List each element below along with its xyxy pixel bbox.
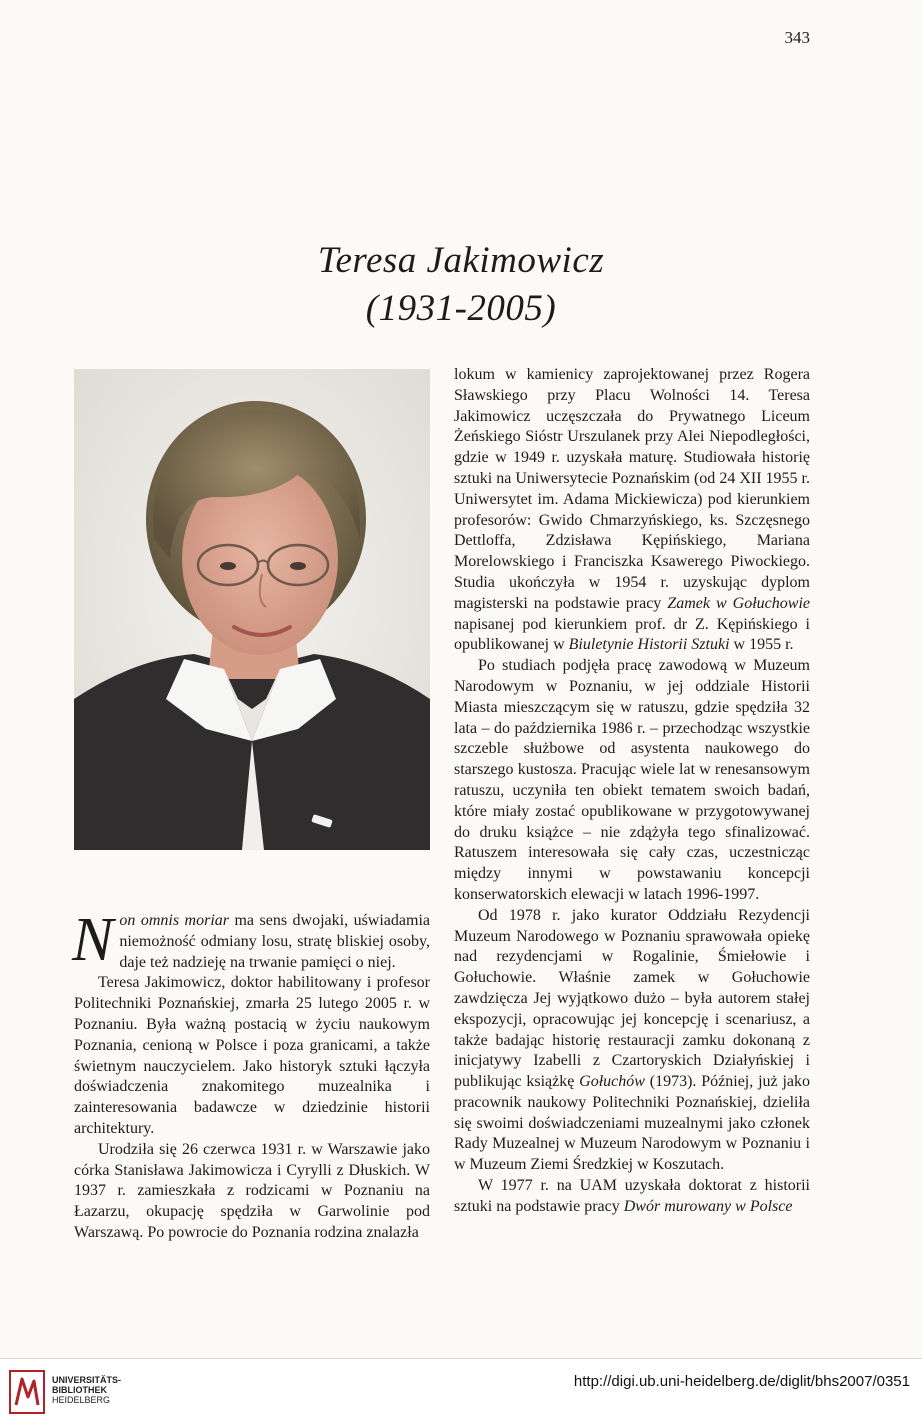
footer-bar	[0, 1358, 922, 1425]
education-text-a: lokum w kamienicy zaprojektowanej przez Rogera Sławskiego przy Placu Wolności 14. Teresa Jakimowicz uczęszczała do Prywatnego Liceum Żeńskiego Sióstr Urszulanek przy Alei Niepodległości, gdzie w 1949 r. uzyskała maturę. Studiowała historię sztuki na Uniwersytecie Poznańskim (od 24 XII 1955 r. Uniwersytet im. Adama Mickiewicza) pod kierunkiem profesorów: Gwido Chmarzyńskiego, ks. Szczęsnego Dettloffa, Zdzisława Kępińskiego, Mariana Morelowskiego i Franciszka Ksawerego Piwockiego. Studia ukończyła w 1954 r. uzyskując dyplom magisterski na podstawie pracy	[454, 366, 810, 612]
residences-text-b: (1973). Później, już jako pracownik naukowy Politechniki Poznańskiej, dzieliła się swoimi doświadczeniami muzealnymi jako członek Rady Muzealnej w Muzeum Narodowym w Poznaniu i w Muzeum Ziemi Średzkiej w Koszutach.	[454, 1073, 810, 1174]
opening-rest: ma sens dwojaki, uświadamia niemożność odmiany losu, stratę bliskiej osoby, daje też nadzieję na trwanie pamięci o niej.	[119, 912, 430, 971]
thesis-title: Zamek w Gołuchowie	[667, 594, 810, 612]
drop-cap: N	[72, 906, 114, 974]
source-url-link[interactable]: http://digi.ub.uni-heidelberg.de/diglit/bhs2007/0351	[573, 1373, 910, 1390]
right-column	[454, 365, 810, 1218]
library-name	[52, 1375, 121, 1405]
opening-latin-phrase: on omnis moriar	[119, 912, 229, 929]
portrait-illustration	[74, 369, 430, 850]
doctorate-text: W 1977 r. na UAM uzyskała doktorat z historii sztuki na podstawie pracy	[454, 1177, 810, 1215]
paragraph-museum-career: Po studiach podjęła pracę zawodową w Muzeum Narodowym w Poznaniu, w jej oddziale Historii Miasta mieszczącym się w ratuszu, gdzie spędziła 32 lata – do października 1986 r. – przechodząc wszystkie szczeble służbowe od asystenta naukowego do starszego kustosza. Pracując wiele lat w renesansowym ratuszu, uczyniła ten obiekt tematem swoich badań, które miały zostać opublikowane w przygotowywanej do druku książce – nie zdążyła tego sfinalizować. Ratuszem interesowała się cały czas, uczestnicząc między innymi w powstawaniu koncepcji konserwatorskich elewacji w latach 1996-1997.	[454, 657, 810, 903]
paragraph-residences	[454, 906, 810, 1176]
journal-title: Biuletynie Historii Sztuki	[568, 636, 730, 654]
residences-text-a: Od 1978 r. jako kurator Oddziału Rezydencji Muzeum Narodowego w Poznaniu sprawowała opiekę nad rezydencjami w Rogalinie, Śmiełowie i Gołuchowie. Właśnie zamek w Gołuchowie zawdzięcza Jej wyjątkowo dużo – była autorem stałej ekspozycji, opracowując jej koncepcję i scenariusz, a także badając historię restauracji zamku dokonaną z inicjatywy Izabelli z Czartoryskich Działyńskiej i publikując książkę	[454, 906, 810, 1091]
dissertation-title: Dwór murowany w Polsce	[623, 1197, 793, 1215]
paragraph-education	[454, 365, 810, 656]
portrait-photo	[74, 369, 430, 850]
book-title: Gołuchów	[579, 1073, 645, 1091]
paragraph-doctorate	[454, 1176, 810, 1218]
paragraph-biography-intro: Teresa Jakimowicz, doktor habilitowany i profesor Politechniki Poznańskiej, zmarła 25 lutego 2005 r. w Poznaniu. Była ważną postacią w życiu naukowym Poznania, cenioną w Polsce i poza granicami, a także świetnym nauczycielem. Jako historyk sztuki łączyła doświadczenia znakomitego muzealnika i zainteresowania badawcze w dziedzinie historii architektury.	[74, 974, 430, 1137]
title-years: (1931-2005)	[365, 288, 557, 329]
education-text-b: napisanej pod kierunkiem prof. dr Z. Kępińskiego i opublikowanej w	[454, 615, 810, 654]
library-logo-icon	[8, 1369, 46, 1420]
paragraph-childhood: Urodziła się 26 czerwca 1931 r. w Warszawie jako córka Stanisława Jakimowicza i Cyrylli z Dłuskich. W 1937 r. zamieszkała z rodzicami w Poznaniu na Łazarzu, okupację spędziła w Garwolinie pod Warszawą. Po powrocie do Poznania rodzina znalazła	[74, 1140, 430, 1241]
title-name: Teresa Jakimowicz	[317, 240, 605, 281]
left-column	[72, 906, 430, 1244]
library-line-2: BIBLIOTHEK	[52, 1385, 107, 1395]
page-number: 343	[784, 28, 810, 47]
opening-paragraph	[72, 906, 430, 974]
article-title	[0, 240, 922, 330]
library-line-3: HEIDELBERG	[52, 1395, 111, 1405]
library-line-1: UNIVERSITÄTS-	[52, 1375, 122, 1385]
education-text-c: w 1955 r.	[729, 636, 794, 654]
